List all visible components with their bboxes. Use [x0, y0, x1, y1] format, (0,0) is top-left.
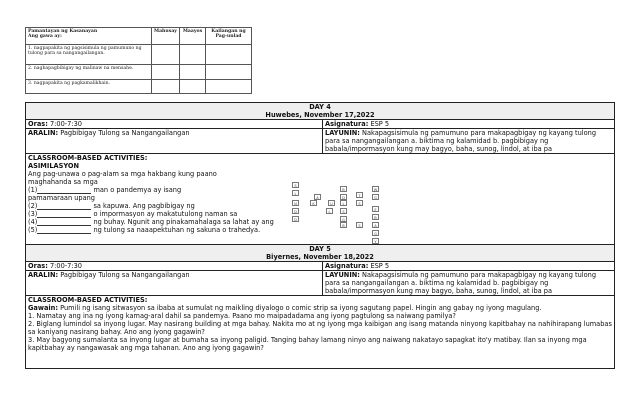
- asimilasyon-line: (1) man o pandemya ay isang: [28, 186, 182, 194]
- crossword-cell: L: [340, 200, 347, 206]
- gawain-item: 3. May bagyong sumalanta sa inyong lugar at bumaha sa inyong paligid. Tanging bahay lamang ninyo ang naiwang nakatayo sapagkat ito'y matibay. Ilan sa inyong mga kapitbahay ay nangawasak ang mga tahanan. Ano ang iyong gagawin?: [28, 336, 587, 352]
- asimilasyon-line: (2) sa kapuwa. Ang pagbibigay ng: [28, 202, 195, 210]
- crossword-cell: L: [292, 190, 299, 196]
- crossword-cell: W: [373, 188, 378, 192]
- day5-oras-row: [26, 262, 614, 271]
- crossword-puzzle-image: [292, 182, 402, 242]
- day4-asignatura: Asignatura: ESP 5: [325, 120, 390, 128]
- rubric-row-3: 3. nagpapakita ng pagkamalikhain.: [26, 79, 152, 93]
- day5-date: Biyernes, November 18,2022: [266, 253, 374, 261]
- rubric-table-image: [25, 27, 252, 94]
- crossword-cell: G: [372, 230, 379, 236]
- crossword-cell: A: [314, 194, 321, 200]
- asimilasyon-line: Ang pag-unawa o pag-alam sa mga hakbang kung paano: [28, 170, 217, 178]
- day5-activities-row: [26, 296, 614, 369]
- crossword-cell: D: [292, 208, 299, 214]
- crossword-cell: S: [356, 200, 363, 206]
- rubric-header-mahusay: Mahusay: [152, 28, 180, 45]
- asimilasyon-line: (3) o impormasyon ay makatutulong naman sa: [28, 210, 238, 218]
- crossword-cell: G: [340, 216, 347, 222]
- crossword-cell: S: [340, 208, 347, 214]
- gawain-instructions: Gawain: Pumili ng isang sitwasyon sa ibaba at sumulat ng maikling diyalogo o comic strip sa iyong sagutang papel. Hingin ang gabay ng iyong magulang.: [28, 304, 542, 312]
- day4-title: DAY 4: [309, 103, 331, 111]
- crossword-cell: L: [326, 208, 333, 214]
- gawain-item: 1. Namatay ang ina ng iyong kamag-aral dahil sa pandemya. Paano mo maipadadama ang iyong pagtulong sa naiwang pamilya?: [28, 312, 456, 320]
- day4-aralin: ARALIN: Pagbibigay Tulong sa Nangangailangan: [26, 129, 323, 153]
- day5-activities-heading: CLASSROOM-BASED ACTIVITIES:: [28, 296, 148, 304]
- asimilasyon-line: (4) ng buhay. Ngunit ang pinakamahalaga sa lahat ay ang: [28, 218, 274, 226]
- day5-asignatura: Asignatura: ESP 5: [325, 262, 390, 270]
- crossword-cell: S: [356, 222, 363, 228]
- day5-aralin-row: [26, 271, 614, 296]
- crossword-cell: A: [372, 222, 379, 228]
- crossword-cell: K: [310, 200, 317, 206]
- day5-aralin: ARALIN: Pagbibigay Tulong sa Nangangailangan: [26, 271, 323, 295]
- asimilasyon-heading: ASIMILASYON: [28, 162, 80, 170]
- crossword-cell: N: [292, 200, 299, 206]
- day5-header: [26, 245, 614, 262]
- crossword-cell: S: [292, 182, 299, 188]
- crossword-cell: B: [340, 222, 347, 228]
- day4-activities-heading: CLASSROOM-BASED ACTIVITIES:: [28, 154, 148, 162]
- day5-oras: Oras: 7:00-7:30: [26, 262, 323, 270]
- day4-header: [26, 103, 614, 120]
- rubric-header-criteria: Pamantayan ng Kasanayan Ang gawa ay:: [26, 28, 152, 45]
- asimilasyon-line: pamamaraan upang: [28, 194, 95, 202]
- crossword-cell: D: [292, 216, 299, 222]
- day5-title: DAY 5: [309, 245, 331, 253]
- asimilasyon-line: maghahanda sa mga: [28, 178, 98, 186]
- day4-oras: Oras: 7:00-7:30: [26, 120, 323, 128]
- rubric-header-kailangan: Kailangan ng Pag-unlad: [206, 28, 252, 45]
- crossword-cell: Y: [372, 238, 379, 244]
- rubric-header-maayos: Maayos: [180, 28, 206, 45]
- day5-layunin: LAYUNIN: Nakapagsisimula ng pamumuno para makapagbigay ng kayang tulong para sa nangangailangan a. biktima ng kalamidad b. pagbibigay ng babala/impormasyon kung may bagyo, baha, sunog, lindol, at iba pa: [325, 271, 597, 295]
- rubric-row-2: 2. nagbapagbibigay ng malinaw na mensahe.: [26, 65, 152, 79]
- rubric-row-1: 1. nagpapakita ng pagsisimula ng pamumuno ng tulong para sa nangangailangan.: [26, 44, 152, 65]
- crossword-cell: T: [356, 192, 363, 198]
- day5-activities: [26, 296, 614, 368]
- asimilasyon-line: (5) ng tulong sa naaapektuhan ng sakuna o trahedya.: [28, 226, 261, 234]
- gawain-item: 2. Biglang lumindol sa inyong lugar. May nasirang building at mga bahay. Nakita mo at ng iyong mga kaibigan ang isang matanda ninyong kapitbahay na nahihirapang lumabas sa kaniyang nasirang bahay. Ano ang iyong gagawin?: [28, 320, 612, 336]
- day4-layunin: LAYUNIN: Nakapagsisimula ng pamumuno para makapagbigay ng kayang tulong para sa nangangailangan a. biktima ng kalamidad b. pagbibigay ng babala/impormasyon kung may bagyo, baha, sunog, lindol, at iba pa: [325, 129, 597, 153]
- crossword-cell: D: [340, 194, 347, 200]
- crossword-cell: U: [328, 200, 335, 206]
- crossword-cell: E: [372, 206, 379, 212]
- day4-oras-row: [26, 120, 614, 129]
- crossword-cell: G: [372, 194, 379, 200]
- crossword-cell: B: [340, 186, 347, 192]
- day4-aralin-row: [26, 129, 614, 154]
- crossword-cell: B: [372, 214, 379, 220]
- day4-date: Huwebes, November 17,2022: [265, 111, 375, 119]
